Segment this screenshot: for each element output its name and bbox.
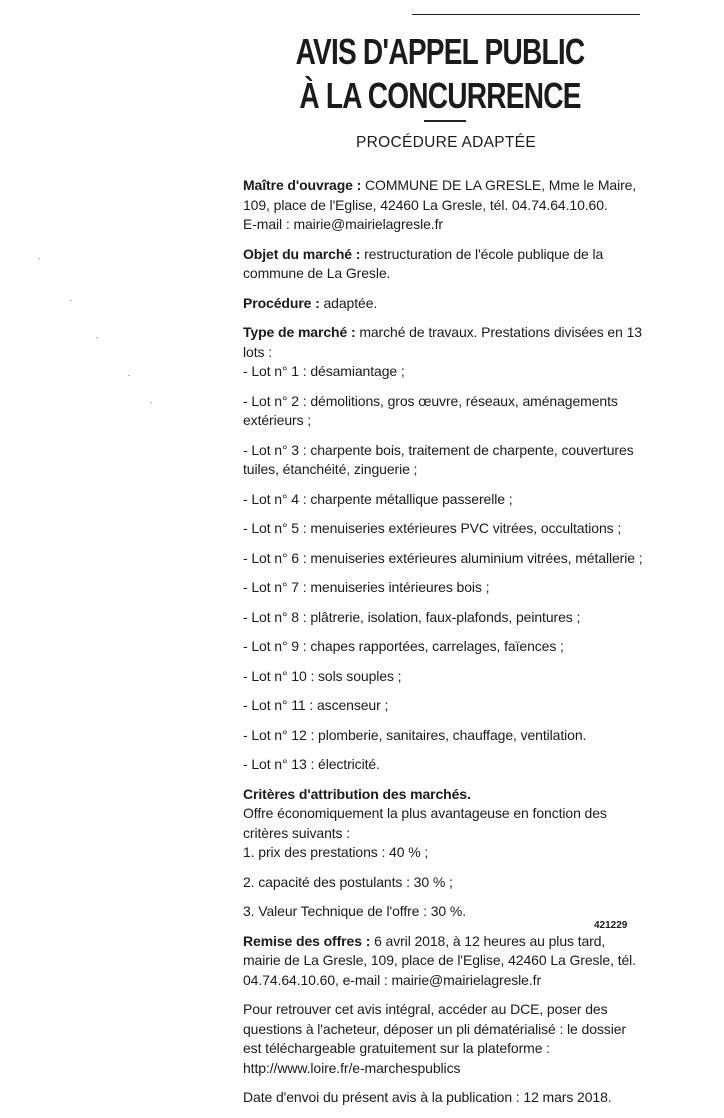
subtitle: PROCÉDURE ADAPTÉE (356, 134, 536, 151)
list-item: - Lot n° 4 : charpente métallique passerelle ; (243, 490, 513, 507)
list-item: - Lot n° 5 : menuiseries extérieures PVC vitrées, occultations ; (243, 520, 622, 536)
list-item: - Lot n° 2 : démolitions, gros œuvre, réseaux, aménagements extérieurs ; (243, 392, 618, 428)
remise-label: Remise des offres : (243, 932, 371, 949)
title-line-2: À LA CONCURRENCE (299, 75, 581, 116)
retrouver-paragraph: Pour retrouver cet avis intégral, accéder au DCE, poser des questions à l'acheteur, déposer un pli dématérialisé : le dossier est téléchargeable gratuitement sur la plateforme : http://www.loire.fr/e-marchespublics (243, 1001, 626, 1076)
list-item: 2. capacité des postulants : 30 % ; (243, 873, 453, 890)
procedure-label: Procédure : (243, 294, 320, 311)
list-item: - Lot n° 6 : menuiseries extérieures aluminium vitrées, métallerie ; (243, 549, 643, 566)
procedure-block (243, 294, 643, 314)
procedure-text: adaptée. (323, 294, 378, 311)
list-item: - Lot n° 11 : ascenseur ; (243, 697, 389, 713)
scan-speck (128, 375, 130, 376)
list-item: - Lot n° 10 : sols souples ; (243, 667, 402, 684)
criteres-intro: Offre économiquement la plus avantageuse en fonction des critères suivants : (243, 805, 607, 841)
criteres-list (243, 843, 643, 922)
type-marche-block (243, 323, 643, 362)
list-item: - Lot n° 13 : électricité. (243, 756, 380, 772)
remise-block (243, 932, 643, 991)
maitre-ouvrage-label: Maître d'ouvrage : (243, 177, 362, 193)
scan-speck (70, 300, 72, 301)
list-item: - Lot n° 7 : menuiseries intérieures bois ; (243, 579, 490, 595)
list-item: 3. Valeur Technique de l'offre : 30 %. (243, 903, 467, 919)
scan-speck (38, 258, 40, 259)
list-item: - Lot n° 12 : plomberie, sanitaires, chauffage, ventilation. (243, 726, 587, 743)
notice-body (243, 176, 643, 1118)
lots-list (243, 362, 643, 775)
list-item: - Lot n° 9 : chapes rapportées, carrelages, faïences ; (243, 638, 564, 654)
criteres-heading-text: Critères d'attribution des marchés. (243, 785, 471, 802)
type-marche-label: Type de marché : (243, 324, 356, 340)
criteres-heading (243, 785, 643, 805)
top-rule (412, 14, 640, 15)
scan-speck (150, 402, 152, 403)
page-title (292, 30, 588, 118)
title-line-1: AVIS D'APPEL PUBLIC (295, 31, 585, 72)
date-envoi: Date d'envoi du présent avis à la publication : 12 mars 2018. (243, 1089, 612, 1105)
reference-number: 421229 (594, 920, 628, 931)
objet-label: Objet du marché : (243, 245, 361, 262)
scan-speck (96, 337, 98, 338)
maitre-ouvrage-text: COMMUNE DE LA GRESLE, Mme le Maire, 109, place de l'Eglise, 42460 La Gresle, tél. 04.74.64.10.60. (243, 177, 637, 213)
maitre-ouvrage-block (243, 176, 643, 215)
objet-block (243, 245, 643, 284)
title-divider (424, 120, 466, 122)
list-item: - Lot n° 3 : charpente bois, traitement de charpente, couvertures tuiles, étanchéité, zinguerie ; (243, 441, 634, 477)
remise-text: 6 avril 2018, à 12 heures au plus tard, mairie de La Gresle, 109, place de l'Eglise, 42460 La Gresle, tél. 04.74.64.10.60, e-mail : mairie@mairielagresle.fr (243, 932, 636, 988)
list-item: - Lot n° 1 : désamiantage ; (243, 363, 405, 379)
list-item: - Lot n° 8 : plâtrerie, isolation, faux-plafonds, peintures ; (243, 608, 581, 625)
maitre-email: E-mail : mairie@mairielagresle.fr (243, 216, 443, 232)
objet-text: restructuration de l'école publique de la commune de La Gresle. (243, 245, 604, 281)
list-item: 1. prix des prestations : 40 % ; (243, 844, 429, 860)
type-marche-text: marché de travaux. Prestations divisées en 13 lots : (243, 324, 642, 360)
